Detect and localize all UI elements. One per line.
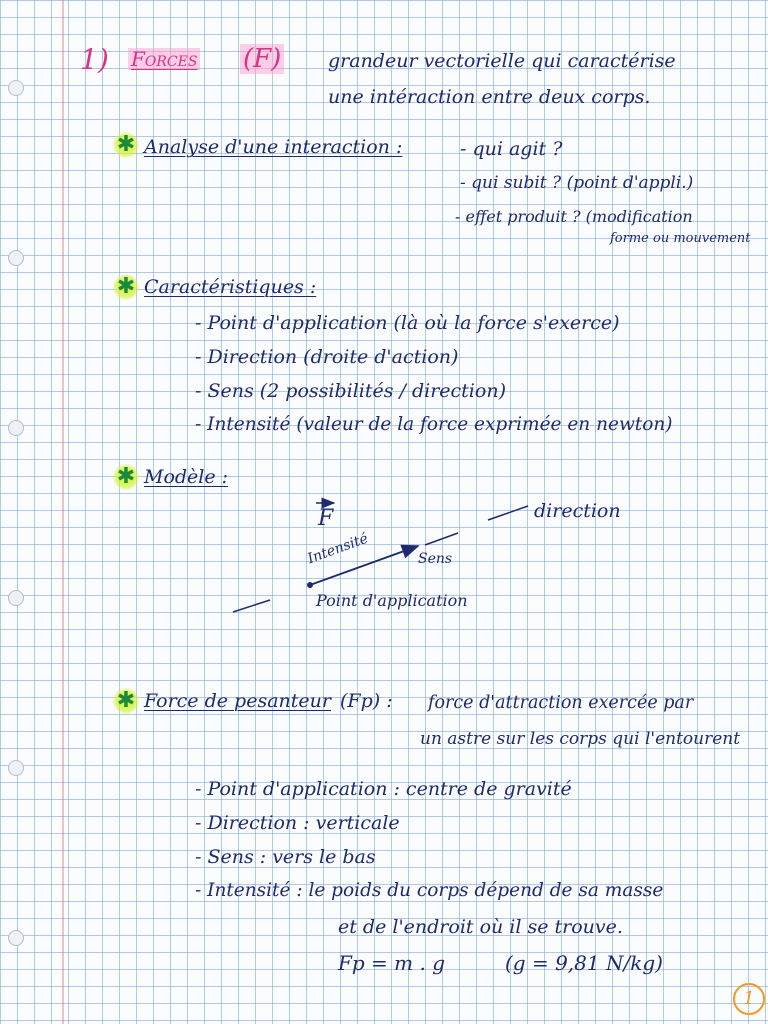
analyse-heading: Analyse d'une interaction : xyxy=(144,136,403,158)
bullet-star-icon: ✱ xyxy=(113,688,139,714)
force-symbol: (F) xyxy=(240,44,284,74)
page-number: 1 xyxy=(733,983,765,1015)
pesanteur-heading: Force de pesanteur xyxy=(144,690,331,712)
caracteristiques-heading: Caractéristiques : xyxy=(144,276,317,298)
application-point xyxy=(307,582,313,588)
bullet-star-icon: ✱ xyxy=(113,464,139,490)
pesanteur-item: - Direction : verticale xyxy=(195,812,400,834)
caracteristique-item: - Direction (droite d'action) xyxy=(195,346,459,368)
analyse-question-2: - qui subit ? (point d'appli.) xyxy=(460,173,694,193)
definition-line-2: une intéraction entre deux corps. xyxy=(328,86,651,108)
direction-label: direction xyxy=(534,500,621,522)
section-number: 1) xyxy=(80,43,109,76)
definition-line-1: grandeur vectorielle qui caractérise xyxy=(328,50,676,72)
intensite-label: Intensité xyxy=(305,530,371,568)
pesanteur-definition-1: force d'attraction exercée par xyxy=(428,693,694,713)
pesanteur-symbol: (Fp) : xyxy=(340,690,393,712)
analyse-question-3: - effet produit ? (modification xyxy=(455,207,693,226)
pesanteur-item: - Sens : vers le bas xyxy=(195,846,376,868)
section-title: Forces xyxy=(128,48,200,70)
line-of-action xyxy=(425,533,458,545)
pesanteur-definition-2: un astre sur les corps qui l'entourent xyxy=(420,729,741,749)
bullet-star-icon: ✱ xyxy=(113,274,139,300)
vector-label: F xyxy=(318,506,334,531)
weight-formula: Fp = m . g xyxy=(338,951,445,975)
caracteristique-item: - Sens (2 possibilités / direction) xyxy=(195,380,506,402)
caracteristique-item: - Intensité (valeur de la force exprimée en newton) xyxy=(195,414,673,435)
sens-label: Sens xyxy=(418,551,453,567)
gravity-value: (g = 9,81 N/kg) xyxy=(505,951,663,975)
line-of-action xyxy=(488,506,528,520)
bullet-star-icon: ✱ xyxy=(113,132,139,158)
analyse-question-3-cont: forme ou mouvement xyxy=(610,231,751,246)
pesanteur-item: - Point d'application : centre de gravité xyxy=(195,778,572,800)
analyse-question-1: - qui agit ? xyxy=(460,138,563,160)
modele-heading: Modèle : xyxy=(144,466,229,488)
pesanteur-item: - Intensité : le poids du corps dépend de sa masse xyxy=(195,880,664,901)
caracteristique-item: - Point d'application (là où la force s'exerce) xyxy=(195,312,620,334)
line-of-action xyxy=(233,600,270,612)
pesanteur-item-cont: et de l'endroit où il se trouve. xyxy=(338,916,623,938)
point-label: Point d'application xyxy=(316,591,468,610)
